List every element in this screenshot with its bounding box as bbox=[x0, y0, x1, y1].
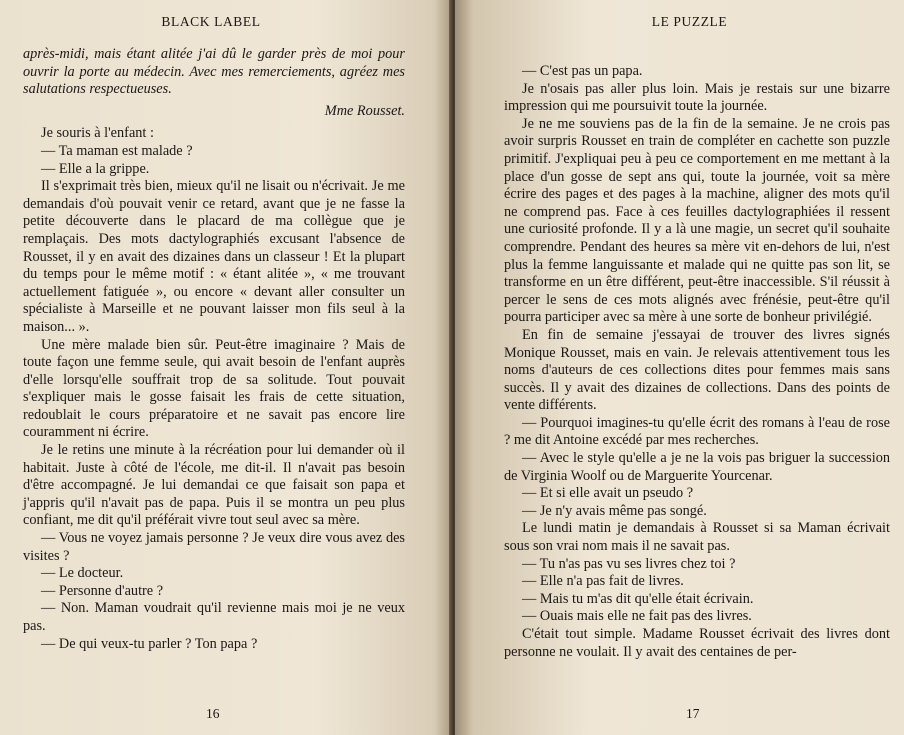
dialogue-line: — Pourquoi imagines-tu qu'elle écrit des romans à l'eau de rose ? me dit Antoine excédé par mes recherches. bbox=[504, 414, 890, 449]
right-page bbox=[455, 0, 904, 735]
left-page-text bbox=[23, 46, 405, 653]
letter-signature: Mme Rousset. bbox=[324, 102, 405, 119]
dialogue-line: — Le docteur. bbox=[41, 565, 124, 582]
dialogue-line: — Tu n'as pas vu ses livres chez toi ? bbox=[522, 555, 736, 572]
dialogue-line: — Non. Maman voudrait qu'il revienne mais moi je ne veux pas. bbox=[23, 600, 405, 634]
letter-body: après-midi, mais étant alitée j'ai dû le garder près de moi pour ouvrir la porte au médecin. Avec mes remerciements, agréez mes salutations respectueuses. bbox=[23, 46, 405, 98]
paragraph: Je le retins une minute à la récréation pour lui demander où il habitait. Juste à côté de l'école, me dit-il. Il n'avait pas besoin d'être accompagné. Je lui demandai ce que faisait son papa et j'appris qu'il n'avait pas de papa. Puis il se montra un peu plus confiant, me dit qu'il préférait vivre tout seul avec sa mère. bbox=[23, 442, 405, 529]
paragraph: C'était tout simple. Madame Rousset écrivait des livres dont personne ne voulait. Il y avait des centaines de per- bbox=[504, 626, 890, 660]
dialogue-line: — Ouais mais elle ne fait pas des livres. bbox=[522, 608, 752, 625]
paragraph: Je n'osais pas aller plus loin. Mais je restais sur une bizarre impression qui me poursuivit toute la journée. bbox=[504, 80, 890, 115]
paragraph: Le lundi matin je demandais à Rousset si sa Maman écrivait sous son vrai nom mais il ne savait pas. bbox=[504, 520, 890, 555]
dialogue-line: — Elle n'a pas fait de livres. bbox=[522, 573, 684, 590]
dialogue-line: — Personne d'autre ? bbox=[41, 582, 164, 599]
left-page-number: 16 bbox=[206, 706, 220, 721]
paragraph: Je ne me souviens pas de la fin de la semaine. Je ne crois pas avoir surpris Rousset en train de compléter en cachette son puzzle primitif. J'expliquai peu à peu ce comportement en me mettant à la place d'un gosse de sept ans qui, toute la journée, voit sa mère écrire des pages et des pages à la machine, aligner des mots qu'il ne comprend pas. Face à ces feuilles dactylographiées il ressent une curiosité profonde. Il y a là une magie, un secret qu'il souhaite comprendre. Pendant des heures sa mère vit en-dehors de lui, n'est plus la femme languissante et malade qui ne quitte pas son lit, se transforme en un être différent, peut-être inaccessible. S'il réussit à percer le sens de ces mots alignés avec frénésie, peut-être qu'il pourra participer avec sa mère à une sorte de bonheur privilégié. bbox=[504, 115, 890, 326]
dialogue-line: — De qui veux-tu parler ? Ton papa ? bbox=[41, 635, 258, 652]
dialogue-line: — Elle a la grippe. bbox=[41, 160, 150, 177]
left-running-head: BLACK LABEL bbox=[161, 14, 261, 29]
dialogue-line: — Mais tu m'as dit qu'elle était écrivain. bbox=[522, 590, 754, 607]
dialogue-line: — Avec le style qu'elle a je ne la vois pas briguer la succession de Virginia Woolf ou de Marguerite Yourcenar. bbox=[504, 450, 890, 484]
dialogue-line: — C'est pas un papa. bbox=[522, 63, 643, 79]
paragraph: Il s'exprimait très bien, mieux qu'il ne lisait ou n'écrivait. Je me demandais d'où pouvait venir ce retard, avant que je ne fasse la petite découverte dans le placard de ma collègue que je remplaçais. Des mots dactylographiés excusant l'absence de Rousset, il y en avait des dizaines dans un classeur ! Et la plupart du temps pour le même motif : « étant alitée », « me trouvant actuellement fatiguée », ou encore « devant aller consulter un spécialiste à Marseille et ne pouvant laisser mon fils seul à la maison... ». bbox=[23, 178, 405, 335]
paragraph: En fin de semaine j'essayai de trouver des livres signés Monique Rousset, mais en vain. Je relevais attentivement tous les noms d'auteurs de ces collections dites pour femmes mais sans succès. Il y avait des dizaines de collections. Dans des points de vente différents. bbox=[504, 326, 890, 414]
right-page-text bbox=[504, 63, 890, 661]
dialogue-line: — Et si elle avait un pseudo ? bbox=[522, 485, 694, 502]
dialogue-line: — Vous ne voyez jamais personne ? Je veux dire vous avez des visites ? bbox=[23, 530, 405, 564]
paragraph: Je souris à l'enfant : bbox=[41, 125, 154, 142]
paragraph: Une mère malade bien sûr. Peut-être imaginaire ? Mais de toute façon une femme seule, qui avait besoin de l'enfant auprès d'elle lorsqu'elle souffrait trop de sa solitude. Tout pouvait s'expliquer mais le gosse faisait les frais de cette situation, redoublait le cours préparatoire et ne savait pas encore lire couramment ni écrire. bbox=[23, 336, 405, 441]
dialogue-line: — Je n'y avais même pas songé. bbox=[522, 502, 707, 519]
right-page-number: 17 bbox=[686, 706, 700, 721]
right-running-head: LE PUZZLE bbox=[651, 14, 728, 29]
dialogue-line: — Ta maman est malade ? bbox=[41, 142, 193, 159]
